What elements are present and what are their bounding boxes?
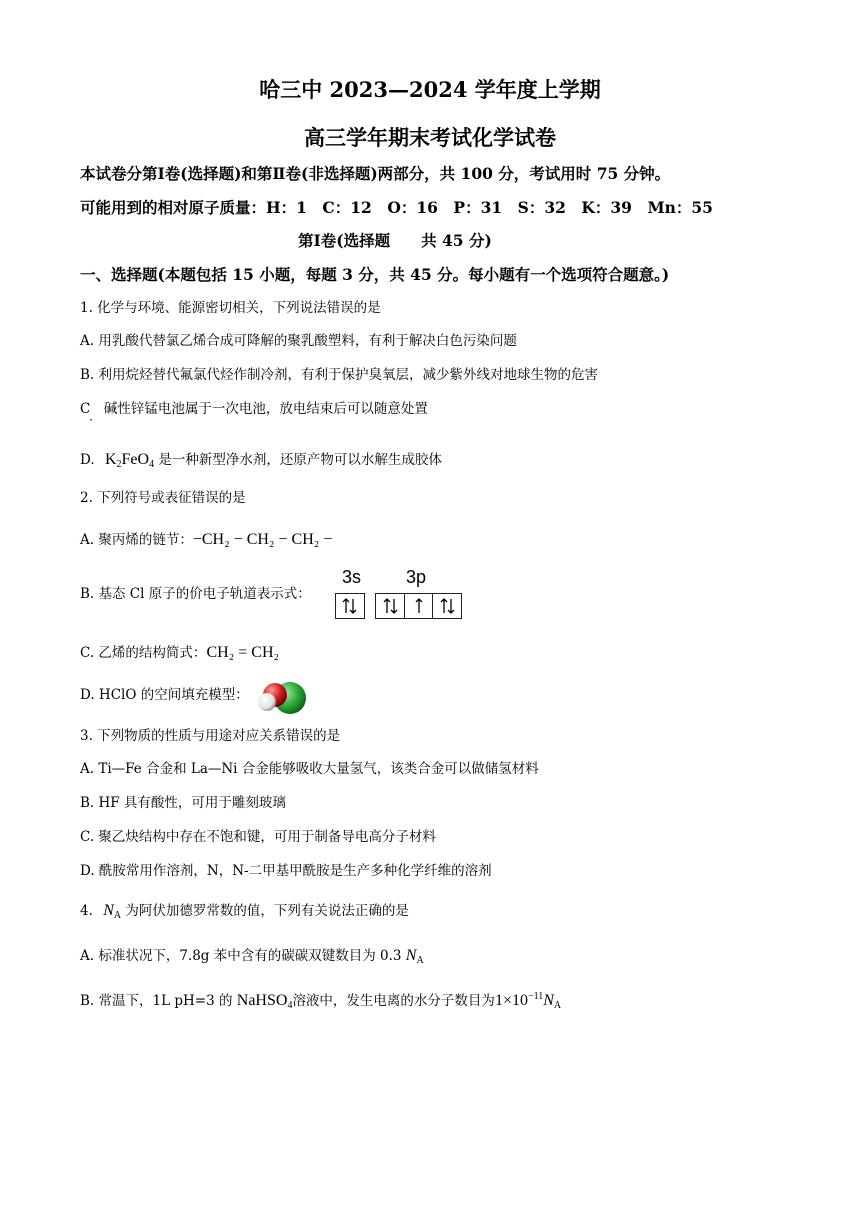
q2-stem: 2. 下列符号或表征错误的是 — [80, 490, 246, 506]
q3-option-c: C. 聚乙炔结构中存在不饱和键，可用于制备导电高分子材料 — [80, 829, 436, 845]
q2-option-a: A. 聚丙烯的链节：−CH₂ − CH₂ − CH₂ − — [80, 531, 333, 548]
q1-option-a: A. 用乳酸代替氯乙烯合成可降解的聚乳酸塑料，有利于解决白色污染问题 — [80, 333, 517, 349]
exam-subtitle: 高三学年期末考试化学试卷 — [304, 125, 556, 150]
spin-down-arrow-icon — [390, 598, 398, 614]
q3-stem: 3. 下列物质的性质与用途对应关系错误的是 — [80, 728, 341, 744]
q3-option-b: B. HF 具有酸性，可用于雕刻玻璃 — [80, 795, 286, 811]
q1-option-c: C 碱性锌锰电池属于一次电池，放电结束后可以随意处置 — [80, 401, 428, 417]
q1-option-b: B. 利用烷烃替代氟氯代烃作制冷剂，有利于保护臭氧层，减少紫外线对地球生物的危害 — [80, 367, 599, 383]
section-heading: 第Ⅰ卷(选择题 共 45 分) — [298, 231, 492, 250]
orbital-3p-label: 3p — [406, 567, 427, 587]
orbital-3s-label: 3s — [342, 567, 362, 587]
q2-option-b: B. 基态 Cl 原子的价电子轨道表示式： — [80, 586, 311, 602]
q1-stem: 1. 化学与环境、能源密切相关，下列说法错误的是 — [80, 300, 381, 316]
spin-down-arrow-icon — [447, 598, 455, 614]
spin-up-arrow-icon — [415, 598, 423, 614]
q4-option-a: A. 标准状况下，7.8g 苯中含有的碳碳双键数目为 0.3 $N_A$ — [80, 947, 424, 966]
q3-option-a: A. Ti—Fe 合金和 La—Ni 合金能够吸收大量氢气，该类合金可以做储氢材料 — [80, 761, 539, 777]
q1-dot: · — [89, 413, 93, 427]
exam-info: 本试卷分第Ⅰ卷(选择题)和第Ⅱ卷(非选择题)两部分，共 100 分，考试用时 75 分钟。 — [80, 164, 671, 183]
spin-down-arrow-icon — [349, 598, 357, 614]
q2-option-c: C. 乙烯的结构简式：CH₂ = CH₂ — [80, 644, 280, 661]
hydrogen-atom — [258, 693, 276, 711]
orbital-3p-box — [375, 593, 462, 619]
orbital-3s-box — [335, 593, 365, 619]
q1-option-d: D. $K_2FeO_4$ 是一种新型净水剂，还原产物可以水解生成胶体 — [80, 451, 442, 470]
exam-title: 哈三中 2023—2024 学年度上学期 — [259, 77, 601, 102]
q3-option-d: D. 酰胺常用作溶剂，N，N-二甲基甲酰胺是生产多种化学纤维的溶剂 — [80, 863, 492, 879]
atomic-mass-info: 可能用到的相对原子质量：H：1 C：12 O：16 P：31 S：32 K：39 Mn：55 — [80, 198, 713, 217]
hclo-space-filling-model — [254, 678, 310, 716]
q2-option-d: D. HClO 的空间填充模型： — [80, 687, 249, 703]
part-heading: 一、选择题(本题包括 15 小题，每题 3 分，共 45 分。每小题有一个选项符合题意。) — [80, 265, 670, 284]
q4-option-b: B. 常温下，1L pH=3 的 NaHSO$_4$溶液中，发生电离的水分子数目为$1\times 10^{-11}N_A$ — [80, 991, 562, 1011]
q4-stem: 4. $N_A$ 为阿伏加德罗常数的值，下列有关说法正确的是 — [80, 902, 409, 921]
